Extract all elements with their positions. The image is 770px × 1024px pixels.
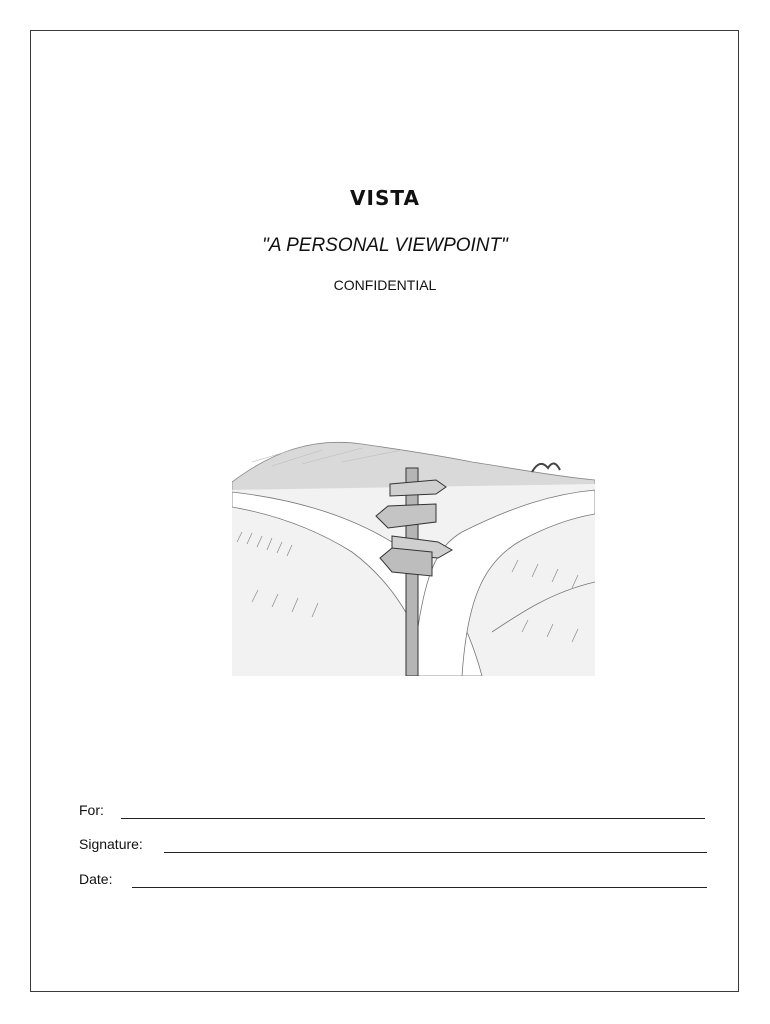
confidential-label: CONFIDENTIAL (333, 277, 437, 293)
document-title: VISTA (350, 186, 420, 210)
date-field (79, 871, 707, 891)
date-label: Date: (79, 871, 113, 887)
signature-input-line[interactable] (164, 852, 707, 853)
signature-field (79, 836, 707, 856)
for-field (79, 802, 705, 822)
signature-label: Signature: (79, 836, 143, 852)
for-input-line[interactable] (121, 818, 705, 819)
document-subtitle: "A PERSONAL VIEWPOINT" (262, 235, 508, 256)
crossroads-signpost-icon (232, 432, 595, 676)
date-input-line[interactable] (132, 887, 707, 888)
for-label: For: (79, 802, 104, 818)
